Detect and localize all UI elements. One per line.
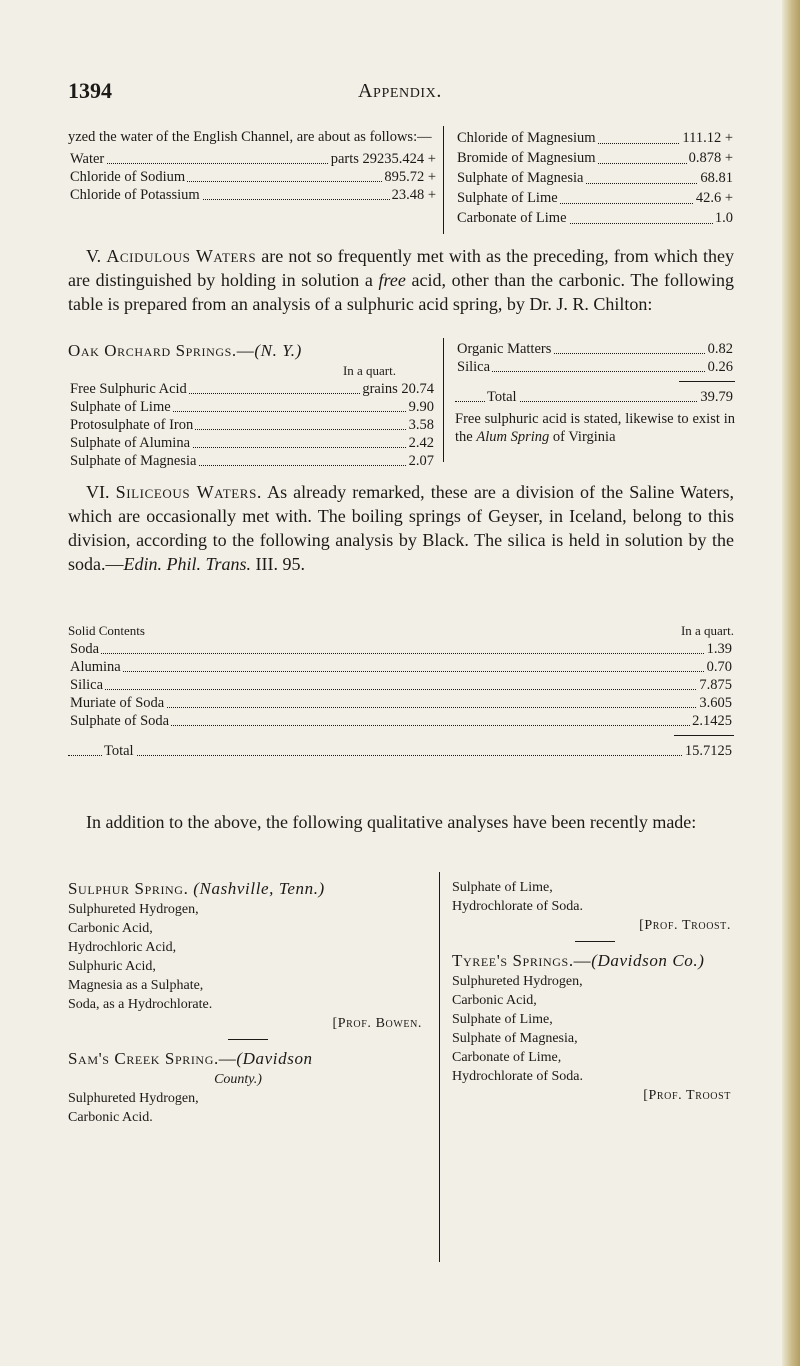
- table-row: Free Sulphuric Acid grains 20.74: [70, 381, 434, 397]
- page-edge: [782, 0, 800, 1366]
- table-row: Sulphate of Magnesia 2.07: [70, 453, 434, 469]
- paragraph-text: In addition to the above, the following qualitative analyses have been recently made:: [86, 812, 697, 832]
- table-row: Muriate of Soda 3.605: [70, 695, 732, 711]
- column-header: In a quart.: [680, 623, 734, 638]
- list-item: Soda, as a Hydrochlorate.: [68, 997, 213, 1012]
- oak-note: Free sulphuric acid is stated, likewise to exist in the Alum Spring of Virginia: [455, 411, 735, 445]
- qualitative-left-column: [68, 878, 428, 1127]
- table-row: Sulphate of Alumina 2.42: [70, 435, 434, 451]
- table-row: Sulphate of Lime 42.6 +: [457, 190, 733, 206]
- sams-place: County.): [214, 1072, 262, 1087]
- page-number: 1394: [68, 78, 112, 103]
- authority: [Prof. Bowen.: [332, 1016, 422, 1031]
- column-divider: [439, 872, 440, 1262]
- section-heading: Acidulous Waters: [106, 246, 257, 266]
- list-item: Sulphureted Hydrogen,: [68, 1091, 199, 1106]
- total-row: Total 39.79: [455, 388, 735, 406]
- list-item: Hydrochloric Acid,: [68, 940, 177, 955]
- authority: [Prof. Troost: [643, 1088, 731, 1103]
- list-item: Sulphate of Lime,: [452, 880, 553, 895]
- list-item: Sulphureted Hydrogen,: [68, 902, 199, 917]
- section-number: V.: [86, 246, 102, 266]
- oak-left-column: [68, 340, 436, 470]
- channel-intro: yzed the water of the English Channel, are about as follows:—: [68, 129, 432, 145]
- citation-detail: III. 95.: [255, 554, 306, 574]
- table-row: Carbonate of Lime 1.0: [457, 210, 733, 226]
- table-row: Alumina 0.70: [70, 659, 732, 675]
- section-rule: [228, 1039, 268, 1040]
- oak-right-column: [455, 340, 735, 446]
- list-item: Carbonic Acid.: [68, 1110, 153, 1125]
- section-rule: [575, 941, 615, 942]
- section-number: VI.: [86, 482, 110, 502]
- list-item: Carbonate of Lime,: [452, 1050, 562, 1065]
- column-header: Solid Contents: [68, 623, 145, 638]
- table-row: Soda 1.39: [70, 641, 732, 657]
- authority: [Prof. Troost.: [639, 918, 731, 933]
- sulphur-title: Sulphur Spring. (Nashville, Tenn.): [68, 879, 325, 898]
- table-row: Sulphate of Soda 2.1425: [70, 713, 732, 729]
- sum-rule: [679, 381, 735, 382]
- list-item: Hydrochlorate of Soda.: [452, 1069, 584, 1084]
- running-head: [0, 78, 800, 108]
- section-vi-paragraph: [68, 480, 734, 576]
- table-row: Water parts 29235.424 +: [70, 151, 436, 167]
- table-row: Sulphate of Lime 9.90: [70, 399, 434, 415]
- list-item: Carbonic Acid,: [452, 993, 537, 1008]
- list-item: Magnesia as a Sulphate,: [68, 978, 204, 993]
- table-row: Silica 0.26: [457, 359, 733, 375]
- geyser-table: [68, 622, 734, 760]
- table-row: Protosulphate of Iron 3.58: [70, 417, 434, 433]
- paragraph-text: are not so frequently met with as the preceding, from which they are distinguished by holding in solution a: [68, 246, 734, 290]
- section-v-paragraph: [68, 244, 734, 316]
- sams-title: Sam's Creek Spring.—(Davidson: [68, 1049, 313, 1068]
- table-row: Organic Matters 0.82: [457, 341, 733, 357]
- total-row: Total 15.7125: [68, 742, 734, 760]
- table-row: Silica 7.875: [70, 677, 732, 693]
- list-item: Hydrochlorate of Soda.: [452, 899, 584, 914]
- unit-label: In a quart.: [342, 363, 396, 378]
- oak-title: Oak Orchard Springs.—(N. Y.): [68, 341, 302, 360]
- list-item: Carbonic Acid,: [68, 921, 153, 936]
- running-title: Appendix.: [358, 80, 442, 102]
- channel-left-column: [68, 128, 438, 204]
- tyree-title: Tyree's Springs.—(Davidson Co.): [452, 951, 705, 970]
- list-item: Sulphate of Lime,: [452, 1012, 553, 1027]
- list-item: Sulphureted Hydrogen,: [452, 974, 583, 989]
- qualitative-right-column: [452, 878, 737, 1105]
- emphasis: free: [378, 270, 406, 290]
- addition-paragraph: [68, 810, 734, 834]
- sum-rule: [674, 735, 734, 736]
- column-divider: [443, 338, 444, 462]
- paragraph-text: As already remarked, these are a division of the Saline Waters, which are occasionally met with. The boiling springs of Geyser, in Iceland, belong to this division, according to the following analysis by Black. The silica is held in solution by the soda.—: [68, 482, 734, 574]
- table-row: Chloride of Potassium 23.48 +: [70, 187, 436, 203]
- table-row: Bromide of Magnesium 0.878 +: [457, 150, 733, 166]
- table-row: Chloride of Sodium 895.72 +: [70, 169, 436, 185]
- channel-right-column: [455, 128, 735, 228]
- table-row: Chloride of Magnesium 111.12 +: [457, 130, 733, 146]
- list-item: Sulphuric Acid,: [68, 959, 156, 974]
- column-divider: [443, 126, 444, 234]
- section-heading: Siliceous Waters.: [115, 482, 262, 502]
- table-header: [68, 622, 734, 640]
- list-item: Sulphate of Magnesia,: [452, 1031, 578, 1046]
- table-row: Sulphate of Magnesia 68.81: [457, 170, 733, 186]
- citation: Edin. Phil. Trans.: [123, 554, 252, 574]
- paragraph-text: acid, other than the carbonic. The following table is prepared from an analysis of a sulphuric acid spring, by Dr. J. R. Chilton:: [68, 270, 735, 314]
